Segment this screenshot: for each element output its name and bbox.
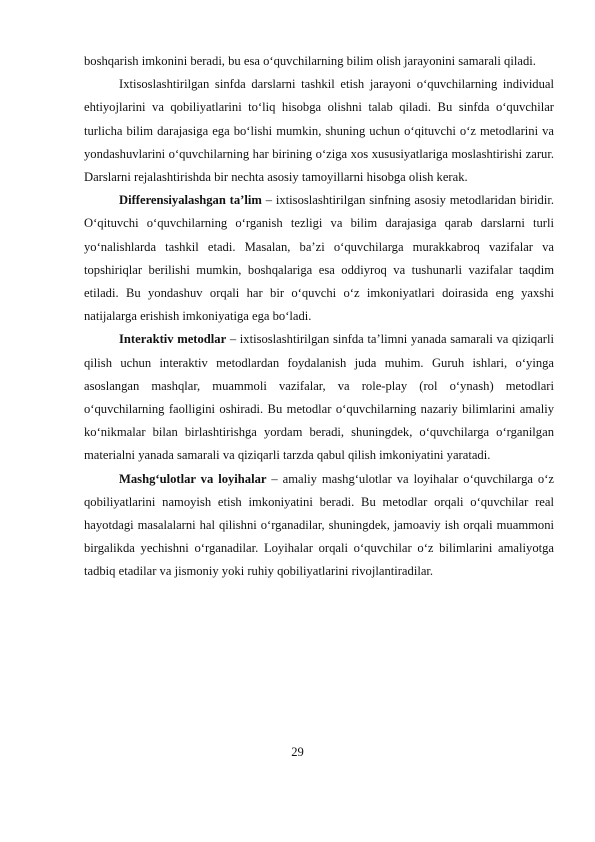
paragraph-text: Ixtisoslashtirilgan sinfda darslarni tashkil etish jarayoni o‘quvchilarning individual ehtiyojlarini va qobiliyatlarini to‘liq hisobga olishni talab qiladi. Bu sinfda o‘quvchilar turlicha bilim darajasiga ega bo‘lishi mumkin, shuning uchun o‘qituvchi o‘z metodlarini va yondashuvlarini o‘quvchilarning har birining o‘ziga xos xususiyatlariga moslashtirishi zarur. Darslarni rejalashtirishda bir nechta asosiy tamoyillarni hisobga olish kerak. [84,77,554,185]
term-heading: Interaktiv metodlar [119,332,227,347]
paragraph-exercises-projects [84,468,554,584]
term-heading: Mashg‘ulotlar va loyihalar [119,471,267,486]
paragraph-differentiated-learning [84,189,554,328]
paragraph-text: – ixtisoslashtirilgan sinfning asosiy metodlaridan biridir. O‘qituvchi o‘quvchilarning o‘rganish tezligi va bilim darajasiga qarab darslarni turli yo‘nalishlarda tashkil etadi. Masalan, ba’zi o‘quvchilarga murakkabroq vazifalar va topshiriqlar berilishi mumkin, boshqalariga esa oddiyroq va tushunarli vazifalar taqdim etiladi. Bu yondashuv orqali har bir o‘quvchi o‘z imkoniyatlari doirasida eng yaxshi natijalarga erishish imkoniyatiga ega bo‘ladi. [84,193,554,324]
term-heading: Differensiyalashgan ta’lim [119,193,262,208]
paragraph-text: – ixtisoslashtirilgan sinfda ta’limni yanada samarali va qiziqarli qilish uchun interaktiv metodlardan foydalanish juda muhim. Guruh ishlari, o‘yinga asoslangan mashqlar, muammoli vazifalar, va role-play (rol o‘ynash) metodlari o‘quvchilarning faolligini oshiradi. Bu metodlar o‘quvchilarning nazariy bilimlarini amaliy ko‘nikmalar bilan birlashtirishga yordam beradi, shuningdek, o‘quvchilarga o‘rganilgan materialni yanada samarali va qiziqarli tarzda qabul qilish imkoniyatini yaratadi. [84,332,554,463]
document-body [84,50,554,584]
paragraph-interactive-methods [84,328,554,467]
paragraph-text: – amaliy mashg‘ulotlar va loyihalar o‘quvchilarga o‘z qobiliyatlarini namoyish etish imkoniyatini beradi. Bu metodlar orqali o‘quvchilar real hayotdagi masalalarni hal qilishni o‘rganadilar, shuningdek, jamoaviy ish orqali muammoni birgalikda yechishni o‘rganadilar. Loyihalar orqali o‘quvchilar o‘z bilimlarini amaliyotga tadbiq etadilar va jismoniy yoki ruhiy qobiliyatlarini rivojlantiradilar. [84,471,554,579]
page-number: 29 [291,745,304,759]
paragraph-intro [84,73,554,189]
paragraph-continuation [84,50,554,73]
paragraph-text: boshqarish imkonini beradi, bu esa o‘quvchilarning bilim olish jarayonini samarali qiladi. [84,54,536,68]
